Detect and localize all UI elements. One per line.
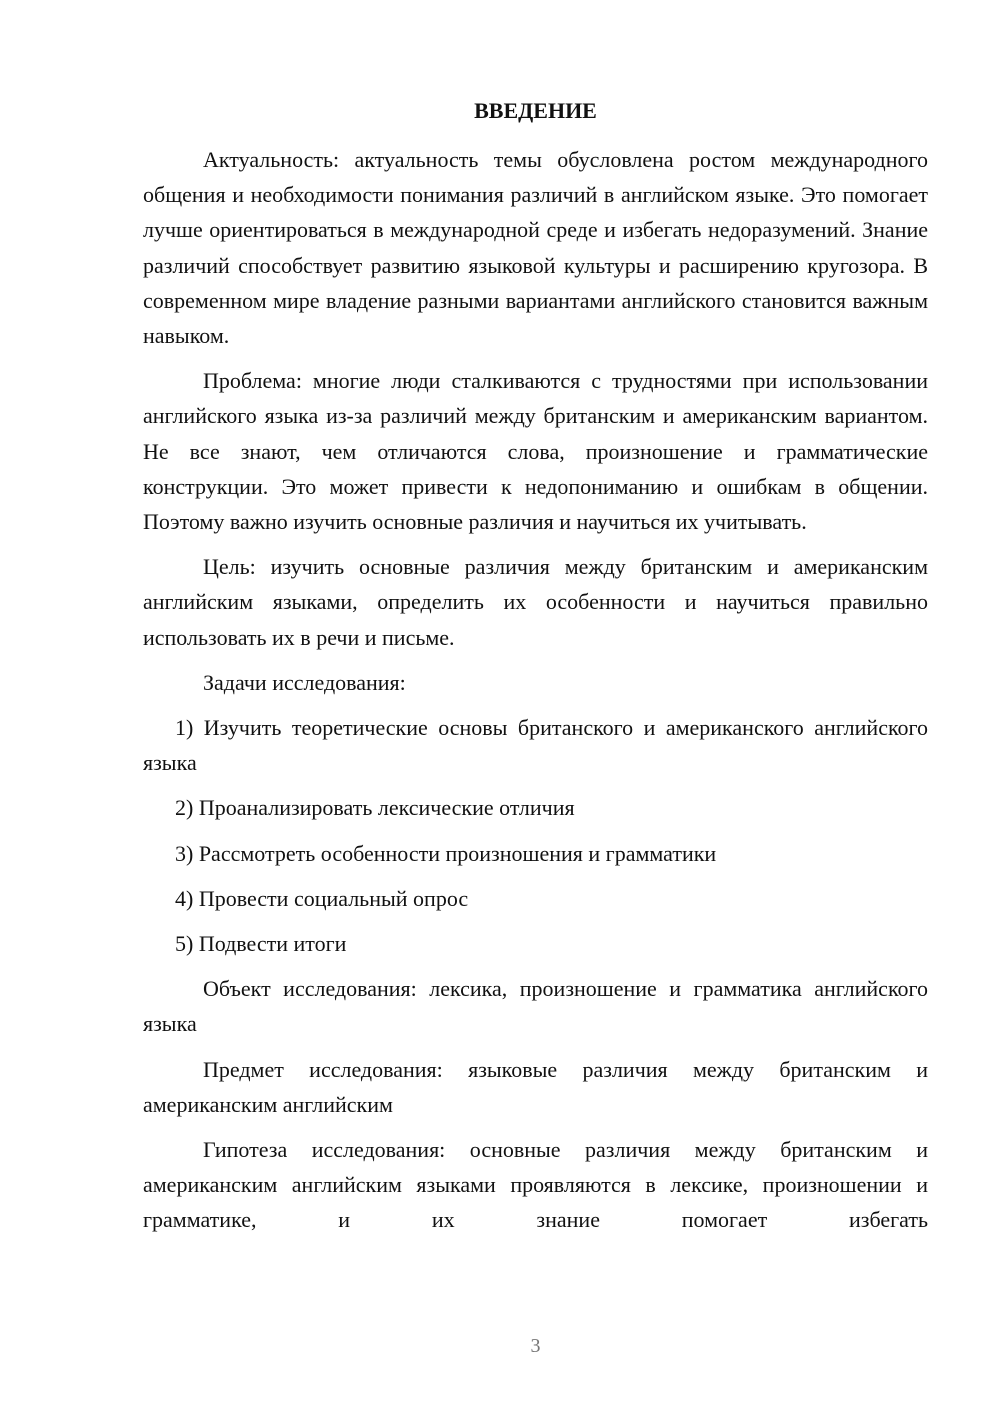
paragraph-subject: Предмет исследования: языковые различия между британским и американским английским [143, 1056, 928, 1117]
page-body [143, 142, 928, 1248]
paragraph-tasks-heading: Задачи исследования: [203, 669, 406, 695]
paragraph-goal: Цель: изучить основные различия между британским и американским английским языками, определить их особенности и научиться правильно использовать их в речи и письме. [143, 554, 928, 650]
list-item: 3) Рассмотреть особенности произношения и грамматики [175, 840, 717, 866]
paragraph-problem: Проблема: многие люди сталкиваются с трудностями при использовании английского языка из-за различий между британским и американским вариантом. Не все знают, чем отличаются слова, произношение и грамматические конструкции. Это может привести к недопониманию и ошибкам в общении. Поэтому важно изучить основные различия и научиться их учитывать. [143, 368, 928, 535]
paragraph-hypothesis: Гипотеза исследования: основные различия между британским и американским английским языками проявляются в лексике, произношении и грамматике, и их знание помогает избегать [143, 1137, 928, 1233]
paragraph-relevance: Актуальность: актуальность темы обусловлена ростом международного общения и необходимости понимания различий в английском языке. Это помогает лучше ориентироваться в международной среде и избегать недоразумений. Знание различий способствует развитию языковой культуры и расширению кругозора. В современном мире владение разными вариантами английского становится важным навыком. [143, 147, 928, 349]
page-title: ВВЕДЕНИЕ [474, 98, 597, 123]
list-item: 5) Подвести итоги [175, 931, 347, 957]
list-item: 2) Проанализировать лексические отличия [175, 795, 575, 821]
tasks-list [143, 710, 928, 961]
page-number: 3 [530, 1335, 541, 1357]
list-item: 4) Провести социальный опрос [175, 885, 469, 911]
list-item: 1) Изучить теоретические основы британского и американского английского языка [143, 715, 928, 776]
paragraph-object: Объект исследования: лексика, произношение и грамматика английского языка [143, 976, 928, 1037]
